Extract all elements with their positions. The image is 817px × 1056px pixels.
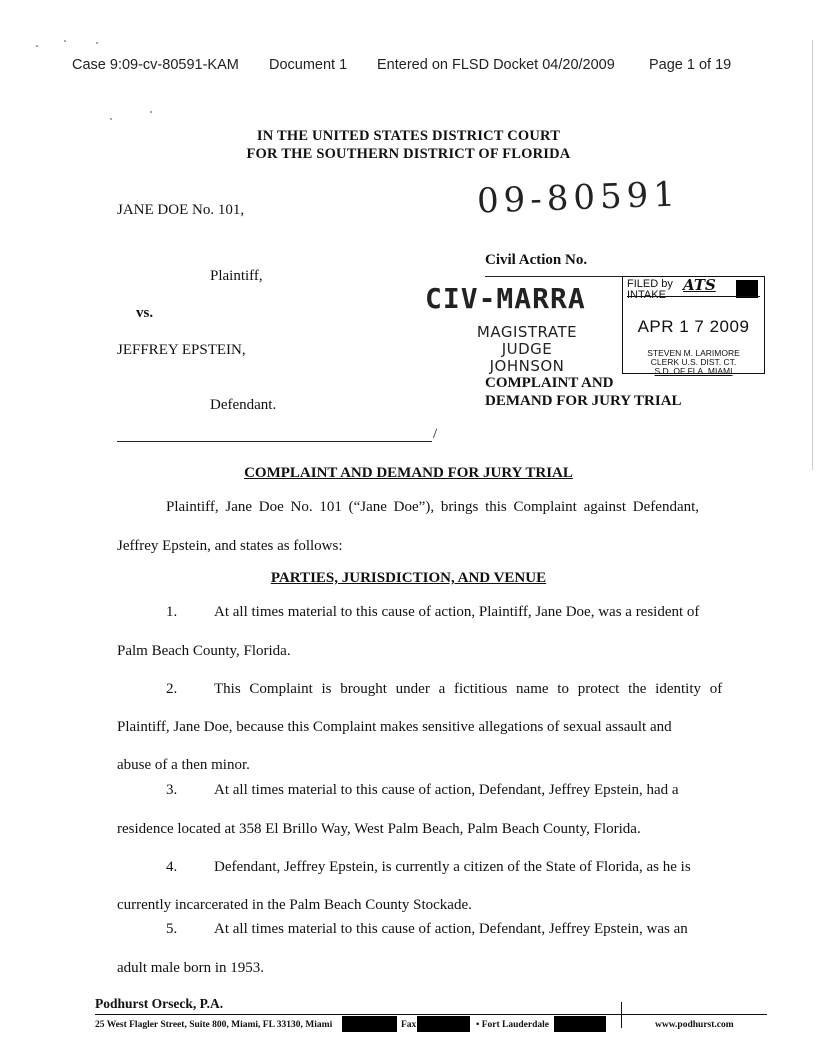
- page-count-header: Page 1 of 19: [649, 57, 732, 73]
- judge-assignment-stamp: CIV-MARRA: [425, 282, 586, 315]
- scan-speck: [110, 118, 112, 120]
- document-number-header: Document 1: [269, 57, 348, 73]
- footer-divider: [621, 1002, 622, 1028]
- paragraph-text: Palm Beach County, Florida.: [117, 643, 291, 659]
- filed-stamp-header: [627, 279, 673, 301]
- filed-stamp: [622, 276, 765, 374]
- case-number-stamp: 09-80591: [476, 174, 681, 222]
- magistrate-line2: JOHNSON: [489, 357, 565, 375]
- docket-entry-header: Entered on FLSD Docket 04/20/2009: [377, 57, 615, 73]
- plaintiff-name: JANE DOE No. 101,: [117, 202, 245, 218]
- filed-stamp-divider: [627, 296, 760, 297]
- intake-label: INTAKE: [627, 289, 666, 301]
- filed-date: APR 1 7 2009: [637, 317, 750, 336]
- clerk-line3: S.D. OF FLA. MIAMI: [654, 366, 733, 376]
- redaction-box: [554, 1016, 606, 1032]
- paragraph-number: 2.: [166, 681, 178, 697]
- footer-address: 25 West Flagler Street, Suite 800, Miami, FL 33130, Miami: [95, 1020, 333, 1030]
- paragraph-number: 5.: [166, 921, 178, 937]
- versus-label: vs.: [136, 305, 154, 321]
- paragraph-number: 4.: [166, 859, 178, 875]
- paragraph-text: currently incarcerated in the Palm Beach County Stockade.: [117, 897, 472, 913]
- paragraph-text: Plaintiff, Jane Doe, because this Complaint makes sensitive allegations of sexual assault and: [117, 719, 672, 735]
- magistrate-stamp: [452, 324, 602, 375]
- paragraph-number: 1.: [166, 604, 178, 620]
- plaintiff-role: Plaintiff,: [210, 268, 263, 284]
- caption-rule: [117, 441, 432, 442]
- paragraph-text: At all times material to this cause of action, Plaintiff, Jane Doe, was a resident of: [214, 604, 700, 620]
- paragraph-number: 3.: [166, 782, 178, 798]
- paragraph-text: At all times material to this cause of action, Defendant, Jeffrey Epstein, was an: [214, 921, 688, 937]
- clerk-line2: CLERK U.S. DIST. CT.: [650, 357, 737, 367]
- scan-speck: [36, 45, 38, 47]
- paragraph-text: This Complaint is brought under a fictitious name to protect the identity of: [214, 681, 723, 697]
- scan-speck: [64, 40, 66, 42]
- filed-by-label: FILED by: [627, 278, 673, 290]
- civil-action-label: Civil Action No.: [485, 252, 588, 268]
- intro-line1: Plaintiff, Jane Doe No. 101 (“Jane Doe”), brings this Complaint against Defendant,: [166, 499, 700, 515]
- clerk-block: [623, 349, 764, 376]
- scan-speck: [96, 42, 98, 44]
- court-title-line1: IN THE UNITED STATES DISTRICT COURT: [256, 128, 561, 144]
- scan-speck: [150, 111, 152, 113]
- redaction-box: [342, 1016, 397, 1032]
- redaction-box: [417, 1016, 470, 1032]
- footer-fax-label: Fax: [401, 1020, 417, 1030]
- complaint-title: COMPLAINT AND DEMAND FOR JURY TRIAL: [244, 465, 573, 481]
- paragraph-text: Defendant, Jeffrey Epstein, is currently a citizen of the State of Florida, as he is: [214, 859, 691, 875]
- paragraph-text: residence located at 358 El Brillo Way, West Palm Beach, Palm Beach County, Florida.: [117, 821, 641, 837]
- case-number-header: Case 9:09-cv-80591-KAM: [72, 57, 239, 73]
- paragraph-text: adult male born in 1953.: [117, 960, 265, 976]
- clerk-line1: STEVEN M. LARIMORE: [647, 348, 740, 358]
- footer-website: www.podhurst.com: [655, 1020, 734, 1030]
- footer-rule: [95, 1014, 767, 1015]
- paragraph-text: At all times material to this cause of action, Defendant, Jeffrey Epstein, had a: [214, 782, 679, 798]
- document-title-line1: COMPLAINT AND: [485, 375, 614, 391]
- filed-initials: ATS: [683, 276, 716, 294]
- defendant-name: JEFFREY EPSTEIN,: [117, 342, 246, 358]
- court-title-line2: FOR THE SOUTHERN DISTRICT OF FLORIDA: [246, 146, 571, 162]
- footer-fort-lauderdale: • Fort Lauderdale: [476, 1020, 549, 1030]
- civil-action-line: [485, 276, 622, 277]
- paragraph-text: abuse of a then minor.: [117, 757, 250, 773]
- section-heading: PARTIES, JURISDICTION, AND VENUE: [270, 570, 547, 586]
- footer-firm-name: Podhurst Orseck, P.A.: [95, 996, 224, 1011]
- magistrate-line1: MAGISTRATE JUDGE: [476, 323, 578, 358]
- caption-slash: /: [433, 426, 438, 442]
- defendant-role: Defendant.: [210, 397, 277, 413]
- intro-line2: Jeffrey Epstein, and states as follows:: [117, 538, 343, 554]
- page-edge-line: [812, 40, 813, 470]
- document-title-line2: DEMAND FOR JURY TRIAL: [485, 393, 682, 409]
